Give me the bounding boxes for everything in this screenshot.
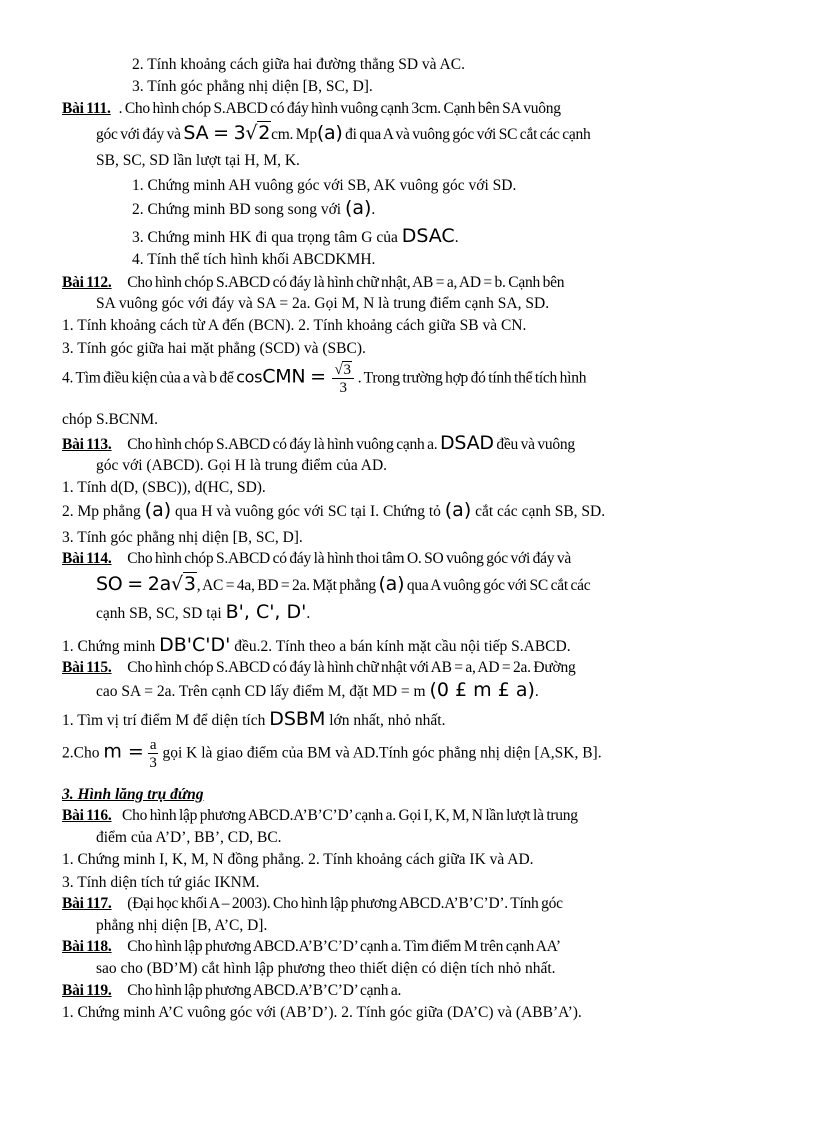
problem-112-line-2: SA vuông góc với đáy và SA = 2a. Gọi M, N là trung điểm cạnh SA, SD. [96, 295, 550, 312]
problem-117-line-1: Bài 117. (Đại học khối A – 2003). Cho hình lập phương ABCD.A’B’C’D’. Tính góc [62, 895, 563, 912]
problem-112-item-4-cont: chóp S.BCNM. [62, 411, 159, 428]
problem-115-label: Bài 115. [62, 659, 112, 676]
problem-119-label: Bài 119. [62, 982, 112, 999]
problem-116-label: Bài 116. [62, 807, 112, 824]
problem-114-line-1: Bài 114. Cho hình chóp S.ABCD có đáy là hình thoi tâm O. SO vuông góc với đáy và [62, 550, 572, 567]
problem-115-line-2: cao SA = 2a. Trên cạnh CD lấy điểm M, đặt MD = m (0 £ m £ a). [96, 679, 539, 701]
problem-112-item-1: 1. Tính khoảng cách từ A đến (BCN). 2. Tính khoảng cách giữa SB và CN. [62, 317, 527, 334]
problem-116-item-1: 1. Chứng minh I, K, M, N đồng phẳng. 2. Tính khoảng cách giữa IK và AD. [62, 851, 534, 868]
problem-111-item-1: 1. Chứng minh AH vuông góc với SB, AK vuông góc với SD. [132, 177, 517, 194]
top-item-2: 2. Tính khoảng cách giữa hai đường thẳng SD và AC. [132, 56, 465, 73]
problem-117-label: Bài 117. [62, 895, 112, 912]
top-item-3: 3. Tính góc phẳng nhị diện [B, SC, D]. [132, 78, 373, 95]
formula-sa: SA = 3√2 [183, 122, 271, 144]
problem-112-label: Bài 112. [62, 274, 112, 291]
problem-114-line-2: SO = 2a√3, AC = 4a, BD = 2a. Mặt phẳng (a) qua A vuông góc với SC cắt các [96, 573, 591, 595]
problem-113-line-2: góc với (ABCD). Gọi H là trung điểm của AD. [96, 457, 388, 474]
problem-111-label: Bài 111. [62, 100, 111, 117]
problem-115-line-1: Bài 115. Cho hình chóp S.ABCD có đáy là hình chữ nhật với AB = a, AD = 2a. Đường [62, 659, 576, 676]
problem-113-label: Bài 113. [62, 436, 112, 453]
problem-113-item-3: 3. Tính góc phẳng nhị diện [B, SC, D]. [62, 529, 303, 546]
problem-115-item-1: 1. Tìm vị trí điểm M để diện tích DSBM lớn nhất, nhỏ nhất. [62, 708, 446, 730]
problem-111-line-3: SB, SC, SD lần lượt tại H, M, K. [96, 152, 300, 169]
problem-114-item-1: 1. Chứng minh DB'C'D' đều.2. Tính theo a bán kính mặt cầu nội tiếp S.ABCD. [62, 634, 571, 656]
section-title: 3. Hình lăng trụ đứng [62, 786, 204, 803]
problem-111-line-2: góc với đáy và SA = 3√2cm. Mp(a) đi qua A và vuông góc với SC cắt các cạnh [96, 122, 591, 144]
problem-114-label: Bài 114. [62, 550, 112, 567]
problem-119-item-1: 1. Chứng minh A’C vuông góc với (AB’D’). 2. Tính góc giữa (DA’C) và (ABB’A’). [62, 1004, 582, 1021]
problem-112-item-3: 3. Tính góc giữa hai mặt phẳng (SCD) và (SBC). [62, 340, 366, 357]
problem-119-line-1: Bài 119. Cho hình lập phương ABCD.A’B’C’D’ cạnh a. [62, 982, 402, 999]
problem-113-item-2: 2. Mp phẳng (a) qua H và vuông góc với SC tại I. Chứng tỏ (a) cắt các cạnh SB, SD. [62, 499, 606, 521]
problem-113-item-1: 1. Tính d(D, (SBC)), d(HC, SD). [62, 479, 266, 496]
problem-111-item-3: 3. Chứng minh HK đi qua trọng tâm G của DSAC. [132, 225, 459, 247]
problem-114-line-3: cạnh SB, SC, SD tại B', C', D'. [96, 601, 311, 623]
fraction-a-over-3: $\frac{a}{3}$ [149, 737, 157, 771]
problem-111-item-4: 4. Tính thể tích hình khối ABCDKMH. [132, 251, 376, 268]
problem-111-line-1: Bài 111. . Cho hình chóp S.ABCD có đáy hình vuông cạnh 3cm. Cạnh bên SA vuông [62, 100, 561, 117]
formula-so: SO = 2a√3 [96, 573, 196, 595]
problem-116-line-1: Bài 116. Cho hình lập phương ABCD.A’B’C’D’ cạnh a. Gọi I, K, M, N lần lượt là trung [62, 807, 578, 824]
problem-115-item-2: 2.Cho m = $\frac{a}{3}$ gọi K là giao điểm của BM và AD.Tính góc phẳng nhị diện [A,SK, B]. [62, 737, 602, 771]
problem-111-item-2: 2. Chứng minh BD song song với (a). [132, 197, 376, 219]
problem-118-label: Bài 118. [62, 938, 112, 955]
problem-112-item-4: 4. Tìm điều kiện của a và b để cosCMN = $\frac{√3}{3}$ . Trong trường hợp đó tính thể tích hình [62, 362, 587, 396]
problem-116-item-3: 3. Tính diện tích tứ giác IKNM. [62, 874, 260, 891]
fraction-sqrt3-over-3: $\frac{√3}{3}$ [332, 362, 353, 396]
problem-113-line-1: Bài 113. Cho hình chóp S.ABCD có đáy là hình vuông cạnh a. DSAD đều và vuông [62, 432, 575, 454]
problem-116-line-2: điểm của A’D’, BB’, CD, BC. [96, 829, 282, 846]
problem-117-line-2: phẳng nhị diện [B, A’C, D]. [96, 917, 268, 934]
problem-118-line-2: sao cho (BD’M) cắt hình lập phương theo thiết diện có diện tích nhỏ nhất. [96, 960, 556, 977]
problem-118-line-1: Bài 118. Cho hình lập phương ABCD.A’B’C’D’ cạnh a. Tìm điểm M trên cạnh AA’ [62, 938, 561, 955]
problem-112-line-1: Bài 112. Cho hình chóp S.ABCD có đáy là hình chữ nhật, AB = a, AD = b. Cạnh bên [62, 274, 565, 291]
